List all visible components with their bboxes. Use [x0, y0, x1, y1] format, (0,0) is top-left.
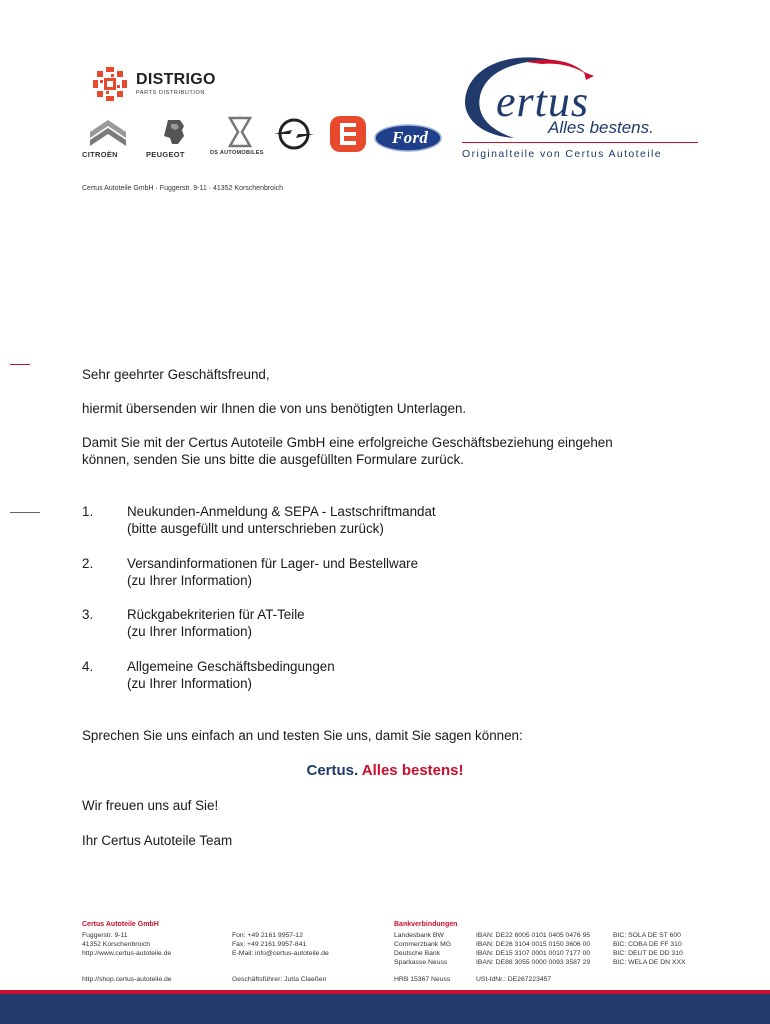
paragraph-2-line-1: Damit Sie mit der Certus Autoteile GmbH eine erfolgreiche Geschäftsbeziehung eingehen	[82, 435, 613, 450]
list-item-title: Allgemeine Geschäftsbedingungen	[127, 659, 335, 674]
bank-iban: IBAN: DE15 3107 0001 0010 7177 00	[476, 950, 591, 957]
slogan-certus: Certus.	[306, 762, 359, 779]
ds-logo	[210, 116, 264, 156]
peugeot-logo	[146, 116, 190, 159]
footer-ceo: Geschäftsführer: Jutta Claeßen	[232, 976, 327, 983]
certus-wordmark: ertus	[496, 77, 589, 126]
list-item-number: 3.	[82, 607, 94, 622]
certus-logo	[456, 54, 706, 164]
bank-bic: BIC: COBA DE FF 310	[613, 941, 682, 948]
citroen-label: CITROËN	[82, 150, 118, 159]
ds-label: DS AUTOMOBILES	[210, 150, 264, 156]
list-item-number: 4.	[82, 659, 94, 674]
footer-address-1: Fuggerstr. 9-11	[82, 932, 128, 939]
certus-slogan: Alles bestens.	[548, 118, 654, 137]
list-item-note: (bitte ausgefüllt und unterschrieben zurück)	[127, 521, 384, 536]
salutation: Sehr geehrter Geschäftsfreund,	[82, 367, 270, 382]
footer-email-link[interactable]: E-Mail: info@certus-autoteile.de	[232, 950, 329, 957]
closing-line-1: Wir freuen uns auf Sie!	[82, 798, 219, 813]
peugeot-label: PEUGEOT	[146, 150, 185, 159]
bank-iban: IBAN: DE88 3055 0000 0093 3587 29	[476, 959, 591, 966]
sender-line: Certus Autoteile GmbH · Fuggerstr. 9-11 · 41352 Korschenbroich	[82, 185, 284, 192]
opel-logo	[272, 116, 316, 157]
list-item-title: Neukunden-Anmeldung & SEPA - Lastschriftmandat	[127, 504, 436, 519]
list-item-title: Versandinformationen für Lager- und Bestellware	[127, 556, 419, 571]
bank-iban: IBAN: DE26 3104 0015 0150 3606 00	[476, 941, 591, 948]
footer-company-heading: Certus Autoteile GmbH	[82, 921, 159, 928]
footer-bank-heading: Bankverbindungen	[394, 921, 458, 928]
eurorepar-logo	[328, 116, 368, 157]
opel-blitz-icon	[272, 116, 316, 152]
list-item-title: Rückgabekriterien für AT-Teile	[127, 607, 305, 622]
distrigo-name: DISTRIGO	[136, 71, 216, 88]
bank-name: Commerzbank MG	[394, 941, 452, 948]
paragraph-2-line-2: können, senden Sie uns bitte die ausgefüllten Formulare zurück.	[82, 452, 464, 467]
list-item-note: (zu Ihrer Information)	[127, 676, 253, 691]
closing-line-2: Ihr Certus Autoteile Team	[82, 833, 233, 848]
ds-emblem-icon	[224, 116, 256, 148]
footer-website-link[interactable]: http://www.certus-autoteile.de	[82, 950, 172, 957]
footer-address-2: 41352 Korschenbroich	[82, 941, 151, 948]
certus-divider	[462, 142, 698, 143]
footer-hrb: HRB 15367 Neuss	[394, 976, 451, 983]
footer-blue-bar	[0, 994, 770, 1024]
distrigo-subtitle: PARTS DISTRIBUTION	[136, 90, 205, 96]
footer-shop-link[interactable]: http://shop.certus-autoteile.de	[82, 976, 172, 983]
list-item-note: (zu Ihrer Information)	[127, 573, 253, 588]
footer-ustid: USt-IdNr.: DE267223457	[476, 976, 552, 983]
fold-mark-middle	[10, 512, 40, 513]
certus-tagline: Originalteile von Certus Autoteile	[462, 148, 662, 160]
paragraph-1: hiermit übersenden wir Ihnen die von uns benötigten Unterlagen.	[82, 401, 467, 416]
list-item-note: (zu Ihrer Information)	[127, 624, 253, 639]
list-item-number: 2.	[82, 556, 94, 571]
bank-bic: BIC: WELA DE DN XXX	[613, 959, 686, 966]
peugeot-lion-icon	[158, 116, 190, 148]
citroen-chevron-icon	[86, 116, 130, 146]
paragraph-3: Sprechen Sie uns einfach an und testen Sie uns, damit Sie sagen können:	[82, 728, 523, 743]
bank-name: Sparkasse Neuss	[394, 959, 448, 966]
bank-iban: IBAN: DE22 6005 0101 0405 0476 95	[476, 932, 591, 939]
fold-mark-top	[10, 364, 30, 365]
list-item-number: 1.	[82, 504, 94, 519]
slogan-alles-bestens: Alles bestens!	[361, 762, 464, 779]
distrigo-emblem-icon	[92, 66, 128, 102]
ford-logo	[374, 124, 442, 157]
bank-name: Landesbank BW	[394, 932, 444, 939]
bank-bic: BIC: SOLA DE ST 600	[613, 932, 681, 939]
bank-bic: BIC: DEUT DE DD 310	[613, 950, 683, 957]
ford-label: Ford	[392, 128, 429, 147]
footer-fax: Fax: +49 2161 9957-841	[232, 941, 307, 948]
footer-phone: Fon: +49 2161 9957-12	[232, 932, 303, 939]
distrigo-logo	[92, 66, 232, 102]
bank-name: Deutsche Bank	[394, 950, 441, 957]
citroen-logo	[82, 116, 130, 159]
eurorepar-e-icon	[328, 116, 368, 152]
slogan-line	[0, 762, 770, 779]
